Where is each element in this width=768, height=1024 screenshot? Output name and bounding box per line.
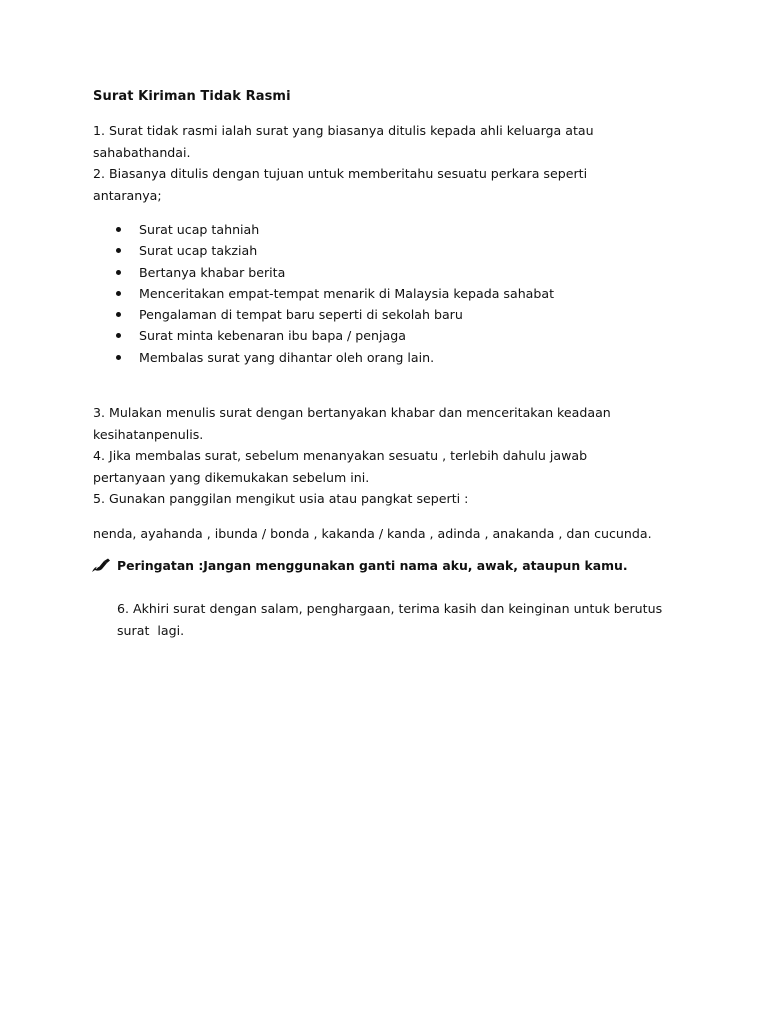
instructions-paragraph — [93, 402, 693, 510]
bullet-icon — [116, 291, 121, 296]
warning-text: Peringatan :Jangan menggunakan ganti nama aku, awak, ataupun kamu. — [117, 558, 628, 573]
purpose-list — [112, 219, 554, 368]
document-title: Surat Kiriman Tidak Rasmi — [93, 89, 291, 104]
list-item-text: Membalas surat yang dihantar oleh orang lain. — [139, 349, 435, 365]
text-line: 6. Akhiri surat dengan salam, penghargaan, terima kasih dan keinginan untuk berutus — [117, 601, 663, 616]
text-line: 1. Surat tidak rasmi ialah surat yang biasanya ditulis kepada ahli keluarga atau — [93, 123, 594, 138]
list-item-text: Surat minta kebenaran ibu bapa / penjaga — [139, 328, 406, 344]
list-item — [112, 240, 554, 261]
closing-paragraph — [117, 598, 697, 641]
warning-note — [91, 555, 628, 576]
list-item-text: Bertanya khabar berita — [139, 264, 286, 280]
list-item — [112, 219, 554, 240]
bullet-icon — [116, 333, 121, 338]
text-line: 5. Gunakan panggilan mengikut usia atau pangkat seperti : — [93, 491, 469, 506]
list-item — [112, 304, 554, 325]
list-item-text: Pengalaman di tempat baru seperti di sekolah baru — [139, 307, 463, 323]
text-line: antaranya; — [93, 187, 162, 203]
list-item-text: Surat ucap tahniah — [139, 222, 260, 237]
bullet-icon — [116, 227, 121, 232]
text-line: kesihatanpenulis. — [93, 426, 204, 442]
text-line: pertanyaan yang dikemukakan sebelum ini. — [93, 469, 370, 485]
list-item-text: Surat ucap takziah — [139, 243, 258, 259]
list-item-text: Menceritakan empat-tempat menarik di Malaysia kepada sahabat — [139, 285, 555, 301]
list-item — [112, 347, 554, 368]
bullet-icon — [116, 270, 121, 275]
forms-of-address: nenda, ayahanda , ibunda / bonda , kakanda / kanda , adinda , anakanda , dan cucunda. — [93, 526, 652, 541]
list-item — [112, 283, 554, 304]
intro-paragraph — [93, 120, 693, 206]
bullet-icon — [116, 248, 121, 253]
text-line: sahabathandai. — [93, 144, 191, 160]
pencil-hand-icon — [91, 558, 111, 574]
text-line: 4. Jika membalas surat, sebelum menanyakan sesuatu , terlebih dahulu jawab — [93, 448, 588, 463]
list-item — [112, 262, 554, 283]
text-line: 2. Biasanya ditulis dengan tujuan untuk memberitahu sesuatu perkara seperti — [93, 166, 588, 181]
text-line: 3. Mulakan menulis surat dengan bertanyakan khabar dan menceritakan keadaan — [93, 405, 611, 420]
list-item — [112, 325, 554, 346]
text-line: surat lagi. — [117, 622, 185, 638]
bullet-icon — [116, 312, 121, 317]
bullet-icon — [116, 355, 121, 360]
